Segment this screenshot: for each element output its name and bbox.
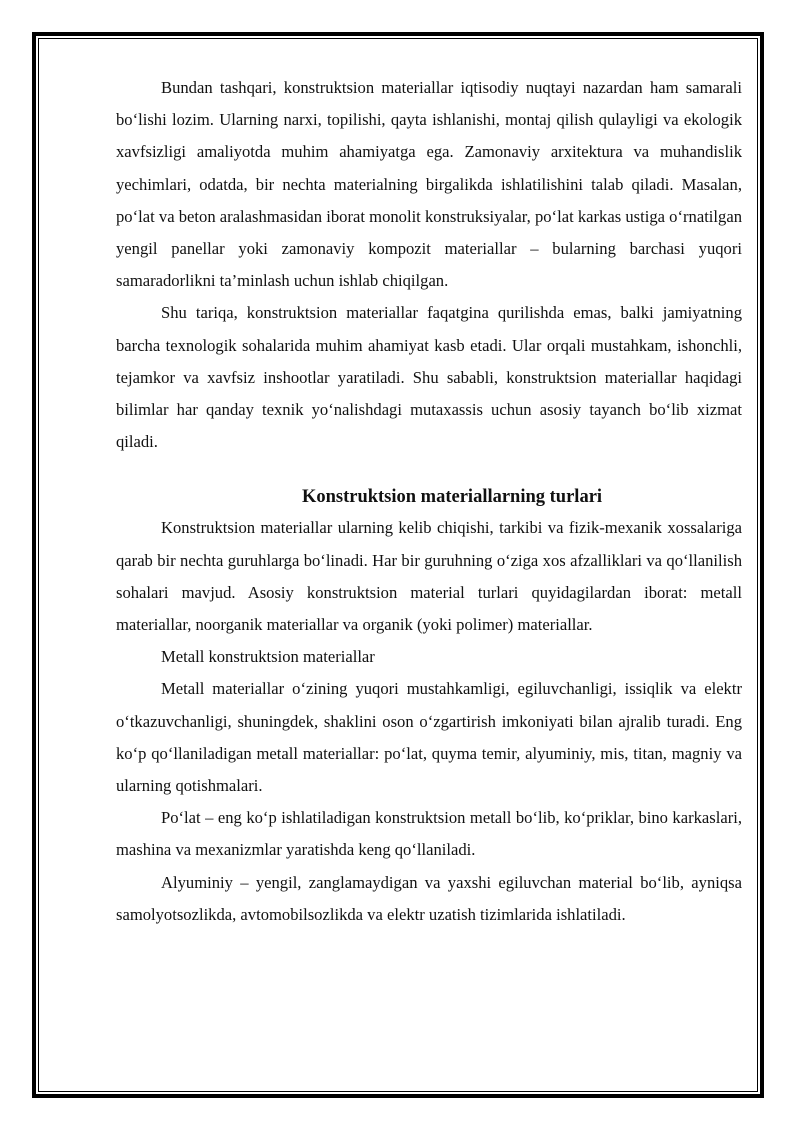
paragraph-conclusion: Shu tariqa, konstruktsion materiallar faqatgina qurilishda emas, balki jamiyatning barcha texnologik sohalarida muhim ahamiyat kasb etadi. Ular orqali mustahkam, ishonchli, tejamkor va xavfsiz inshootlar yaratiladi. Shu sababli, konstruktsion materiallar haqidagi bilimlar har qanday texnik yo‘nalishdagi mutaxassis uchun asosiy tayanch bo‘lib xizmat qiladi.: [116, 303, 742, 452]
section-heading: Konstruktsion materiallarning turlari: [301, 487, 603, 508]
document-body: [116, 72, 742, 931]
spacer: [116, 458, 742, 482]
paragraph-economic-efficiency: Bundan tashqari, konstruktsion materiallar iqtisodiy nuqtayi nazardan ham samarali bo‘lishi lozim. Ularning narxi, topilishi, qayta ishlanishi, montaj qilish qulayligi va ekologik xavfsizligi amaliyotda muhim ahamiyatga ega. Zamonaviy arxitektura va muhandislik yechimlari, odatda, bir nechta materialning birgalikda ishlatilishini talab qiladi. Masalan, po‘lat va beton aralashmasidan iborat monolit konstruksiyalar, po‘lat karkas ustiga o‘rnatilgan yengil panellar yoki zamonaviy kompozit materiallar – bularning barchasi yuqori samaradorlikni ta’minlash uchun ishlab chiqilgan.: [116, 78, 742, 291]
subheading-metal-materials: Metall konstruktsion materiallar: [161, 647, 375, 667]
paragraph-steel: Po‘lat – eng ko‘p ishlatiladigan konstruktsion metall bo‘lib, ko‘priklar, bino karkaslari, mashina va mexanizmlar yaratishda keng qo‘llaniladi.: [116, 808, 742, 860]
paragraph-aluminium: Alyuminiy – yengil, zanglamaydigan va yaxshi egiluvchan material bo‘lib, ayniqsa samolyotsozlikda, avtomobilsozlikda va elektr uzatish tizimlarida ishlatiladi.: [116, 872, 742, 924]
paragraph-classification: Konstruktsion materiallar ularning kelib chiqishi, tarkibi va fizik-mexanik xossalariga qarab bir nechta guruhlarga bo‘linadi. Har bir guruhning o‘ziga xos afzalliklari va qo‘llanilish sohalari mavjud. Asosiy konstruktsion material turlari quyidagilardan iborat: metall materiallar, noorganik materiallar va organik (yoki polimer) materiallar.: [116, 518, 742, 635]
paragraph-metal-properties: Metall materiallar o‘zining yuqori mustahkamligi, egiluvchanligi, issiqlik va elektr o‘tkazuvchanligi, shuningdek, shaklini oson o‘zgartirish imkoniyati bilan ajralib turadi. Eng ko‘p qo‘llaniladigan metall materiallar: po‘lat, quyma temir, alyuminiy, mis, titan, magniy va ularning qotishmalari.: [116, 679, 742, 796]
